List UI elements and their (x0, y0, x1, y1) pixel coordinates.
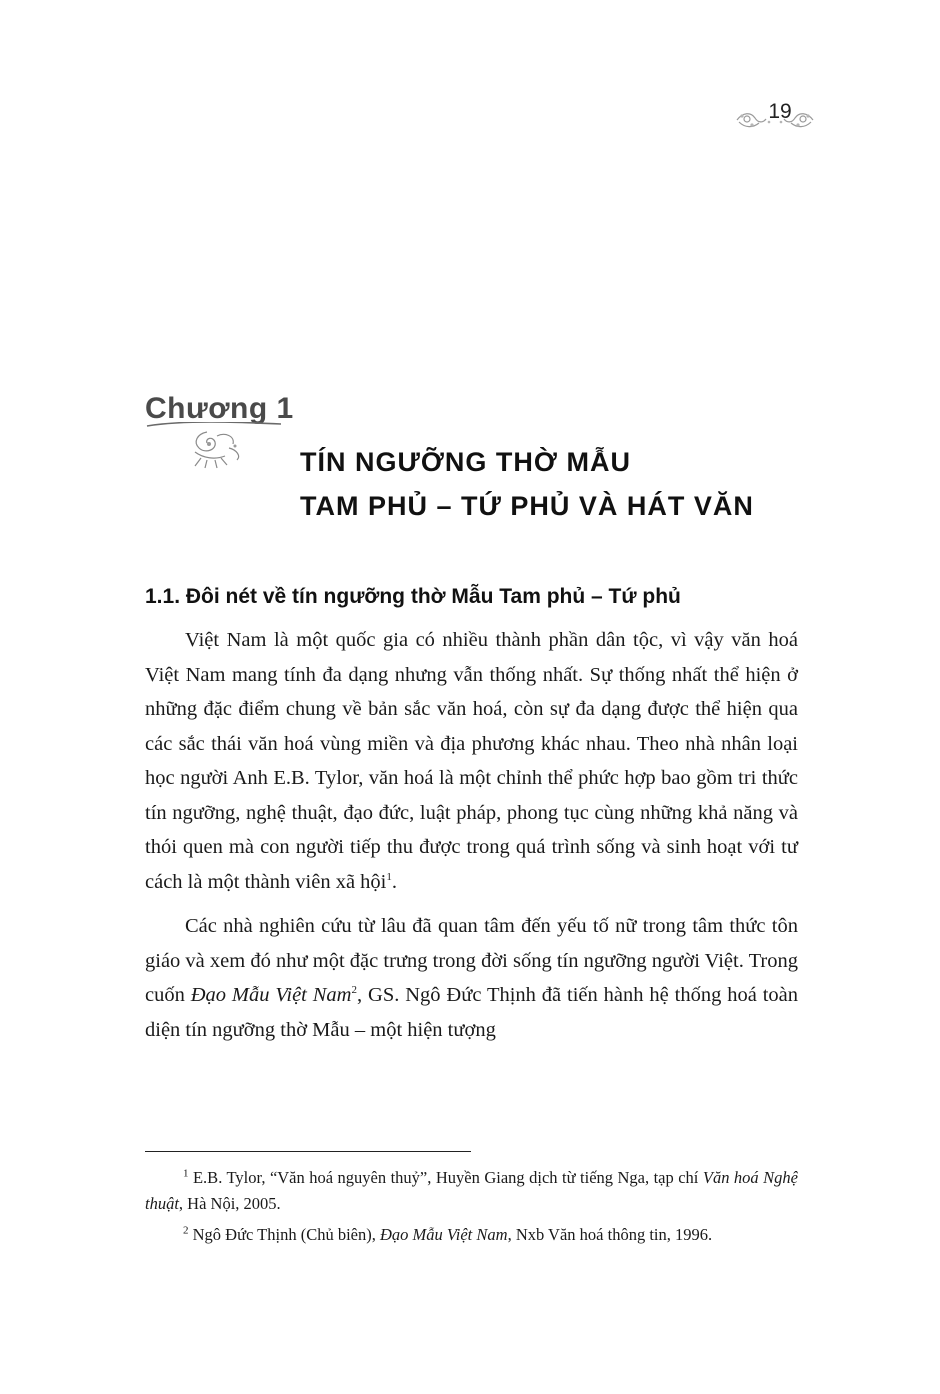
footnote-1 (145, 1165, 798, 1217)
section-heading: 1.1. Đôi nét về tín ngưỡng thờ Mẫu Tam phủ – Tứ phủ (145, 585, 681, 608)
paragraph-2-text-a: Các nhà nghiên cứu từ lâu đã quan tâm đến yếu tố nữ trong tâm thức tôn giáo và xem đó như một đặc trưng trong đời sống tín ngưỡng người Việt. Trong cuốn (145, 915, 798, 1006)
footnote-2-book: Đạo Mẫu Việt Nam (380, 1225, 508, 1244)
footnotes (145, 1165, 798, 1253)
footnote-2 (145, 1222, 798, 1248)
book-title: Đạo Mẫu Việt Nam (190, 984, 352, 1006)
body-text (145, 623, 798, 1057)
footnote-2-text-a: Ngô Đức Thịnh (Chủ biên), (188, 1225, 380, 1244)
chapter-title-line-1: TÍN NGƯỠNG THỜ MẪU (300, 447, 631, 477)
footnote-1-text-a: E.B. Tylor, “Văn hoá nguyên thuỷ”, Huyền Giang dịch từ tiếng Nga, tạp chí (188, 1168, 703, 1187)
paragraph-2-text-b: , GS. Ngô Đức Thịnh đã tiến hành hệ thống hoá toàn diện tín ngưỡng thờ Mẫu – một hiện tượng (145, 984, 798, 1041)
page-number: 19 (768, 100, 792, 123)
paragraph-1-end: . (391, 870, 397, 893)
paragraph-2 (145, 909, 798, 1047)
footnote-1-journal: Văn hoá Nghệ thuật (145, 1168, 798, 1213)
footnote-ref-2: 2 (351, 984, 357, 997)
footnote-2-text-b: , Nxb Văn hoá thông tin, 1996. (507, 1225, 713, 1244)
footnote-1-text-b: , Hà Nội, 2005. (178, 1194, 281, 1213)
footnote-ref-1: 1 (386, 870, 392, 883)
chapter-title-line-2: TAM PHỦ – TỨ PHỦ VÀ HÁT VĂN (300, 491, 754, 521)
paragraph-1 (145, 623, 798, 899)
chapter-label: Chương 1 (145, 392, 294, 425)
paragraph-1-text: Việt Nam là một quốc gia có nhiều thành phần dân tộc, vì vậy văn hoá Việt Nam mang tính đa dạng nhưng vẫn thống nhất. Sự thống nhất thể hiện ở những đặc điểm chung về bản sắc văn hoá, còn sự đa dạng được thể hiện qua các sắc thái văn hoá vùng miền và địa phương khác nhau. Theo nhà nhân loại học người Anh E.B. Tylor, văn hoá là một chỉnh thể phức hợp bao gồm tri thức tín ngưỡng, nghệ thuật, đạo đức, luật pháp, phong tục cùng những khả năng và thói quen mà con người tiếp thu được trong quá trình sống và sinh hoạt với tư cách là một thành viên xã hội (145, 629, 798, 893)
flower-swirl-icon (145, 422, 285, 470)
chapter-title (300, 440, 754, 528)
footnote-divider (145, 1151, 471, 1152)
footnote-1-number: 1 (183, 1167, 189, 1180)
footnote-2-number: 2 (183, 1224, 189, 1237)
